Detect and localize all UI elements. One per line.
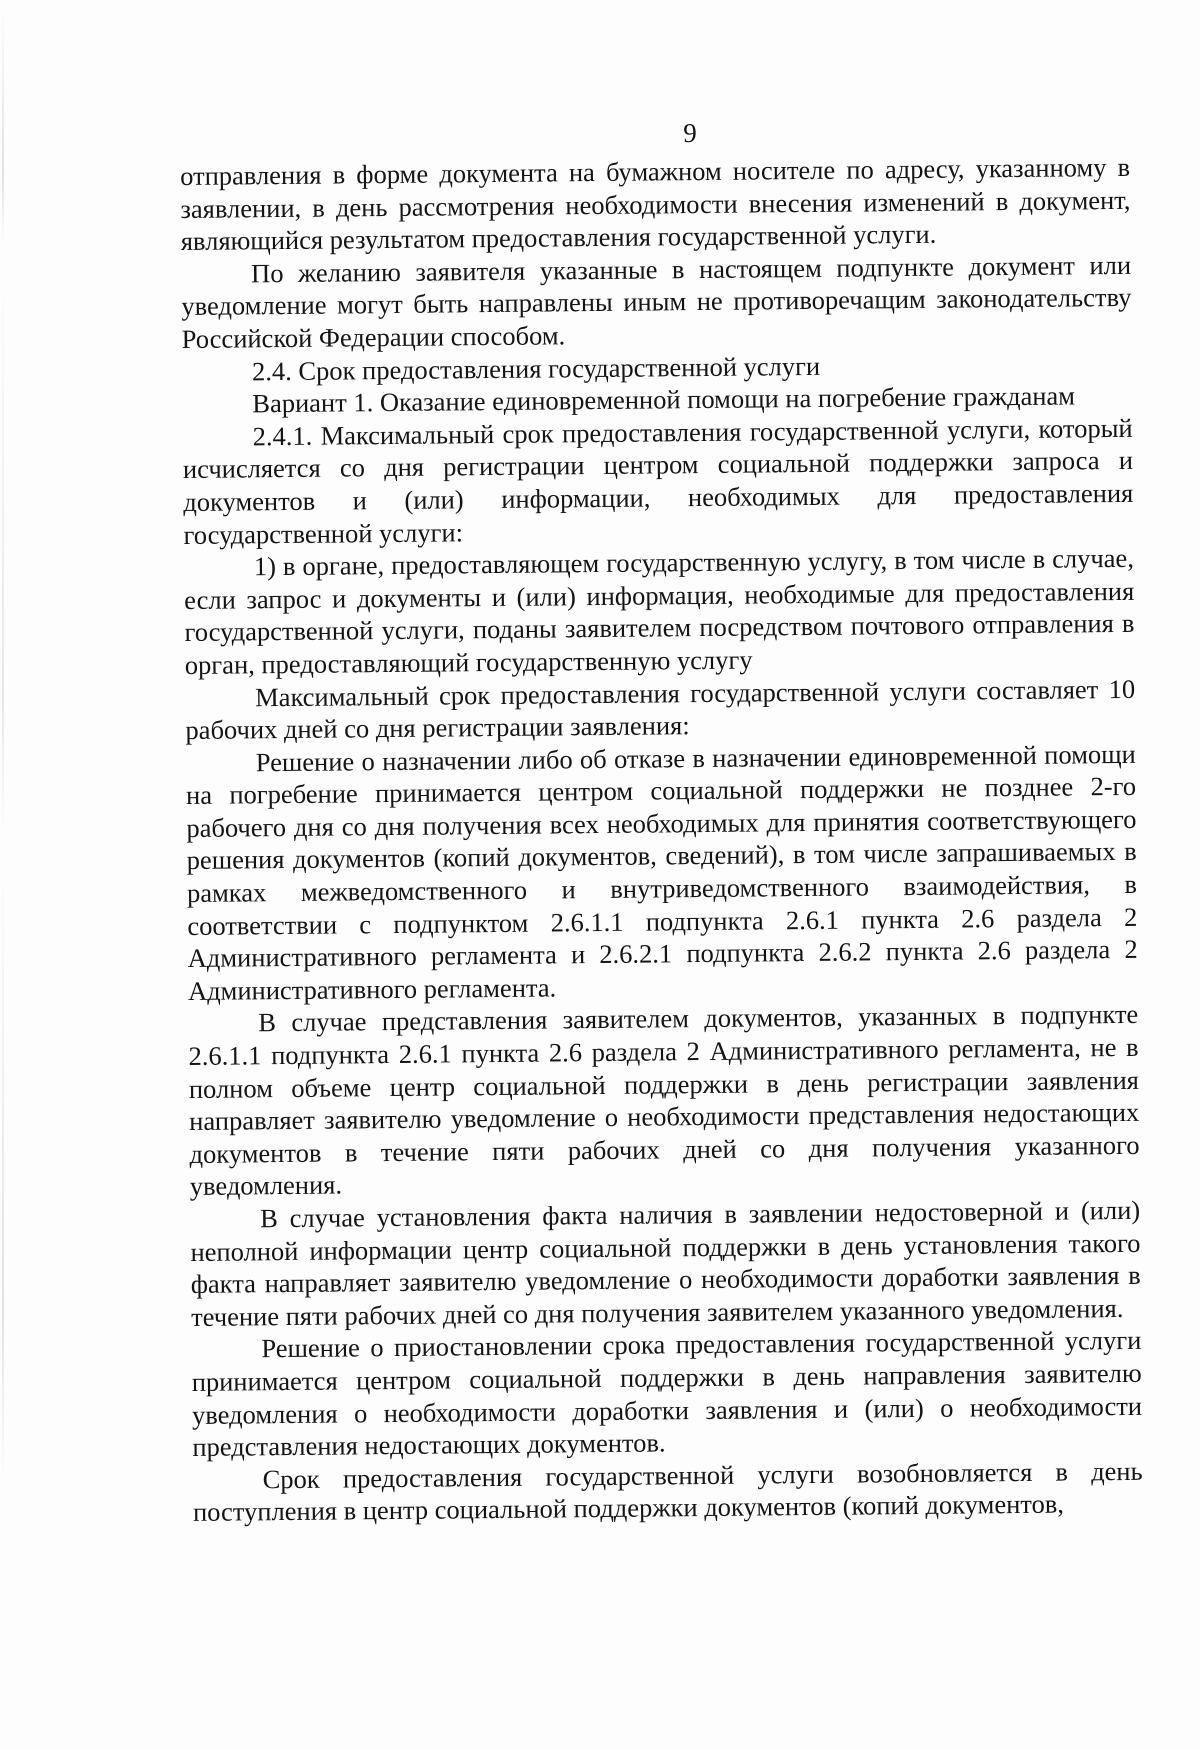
paragraph-1: отправления в форме документа на бумажном носителе по адресу, указанному в заявлении, в день рассмотрения необходимости внесения изменений в документ, являющийся результатом предоставления государственной услуги.: [180, 151, 1131, 257]
paragraph-resumption: Срок предоставления государственной услуги возобновляется в день поступления в центр социальной поддержки документов (копий документов,: [192, 1455, 1143, 1528]
paragraph-2: По желанию заявителя указанные в настоящем подпункте документ или уведомление могут быть направлены иным не противоречащим законодательству Российской Федерации способом.: [181, 249, 1132, 354]
list-item-1: 1) в органе, предоставляющем государственную услугу, в том числе в случае, если запрос и документы и (или) информация, необходимые для предоставления государственной услуги, поданы заявителем посредством почтового отправления в орган, предоставляющий государственную услугу: [184, 542, 1135, 680]
body-text: [180, 151, 1143, 1529]
paragraph-decision: Решение о назначении либо об отказе в назначении единовременной помощи на погребение принимается центром социальной поддержки не позднее 2-го рабочего дня со дня получения всех необходимых для принятия соответствующего решения документов (копий документов, сведений), в том числе запрашиваемых в рамках межведомственного и внутриведомственного взаимодействия, в соответствии с подпунктом 2.6.1.1 подпункта 2.6.1 пункта 2.6 раздела 2 Административного регламента и 2.6.2.1 подпункта 2.6.2 пункта 2.6 раздела 2 Административного регламента.: [185, 738, 1138, 1006]
paragraph-max-term: Максимальный срок предоставления государственной услуги составляет 10 рабочих дней со дня регистрации заявления:: [185, 673, 1136, 746]
scan-edge-artifact: [2, 0, 4, 1750]
paragraph-2-4-1: 2.4.1. Максимальный срок предоставления государственной услуги, который исчисляется со дня регистрации центром социальной поддержки запроса и документов и (или) информации, необходимых для предоставления государственной услуги:: [182, 412, 1134, 550]
paragraph-suspension: Решение о приостановлении срока предоставления государственной услуги принимается центром социальной поддержки в день направления заявителю уведомления о необходимости доработки заявления и (или) о необходимости представления недостающих документов.: [191, 1325, 1143, 1463]
page-number: 9: [683, 118, 697, 148]
paragraph-inaccurate-info: В случае установления факта наличия в заявлении недостоверной и (или) неполной информации центр социальной поддержки в день установления такого факта направляет заявителю уведомление о необходимости доработки заявления в течение пяти рабочих дней со дня получения заявителем указанного уведомления.: [190, 1194, 1141, 1332]
paragraph-incomplete-docs: В случае представления заявителем документов, указанных в подпункте 2.6.1.1 подпункта 2.6.1 пункта 2.6 раздела 2 Административного регламента, не в полном объеме центр социальной поддержки в день регистрации заявления направляет заявителю уведомление о необходимости представления недостающих документов в течение пяти рабочих дней со дня получения указанного уведомления.: [188, 999, 1140, 1202]
section-heading-2-4: 2.4. Срок предоставления государственной услуги: [251, 350, 821, 386]
variant-heading: Вариант 1. Оказание единовременной помощи на погребение гражданам: [252, 380, 1076, 419]
